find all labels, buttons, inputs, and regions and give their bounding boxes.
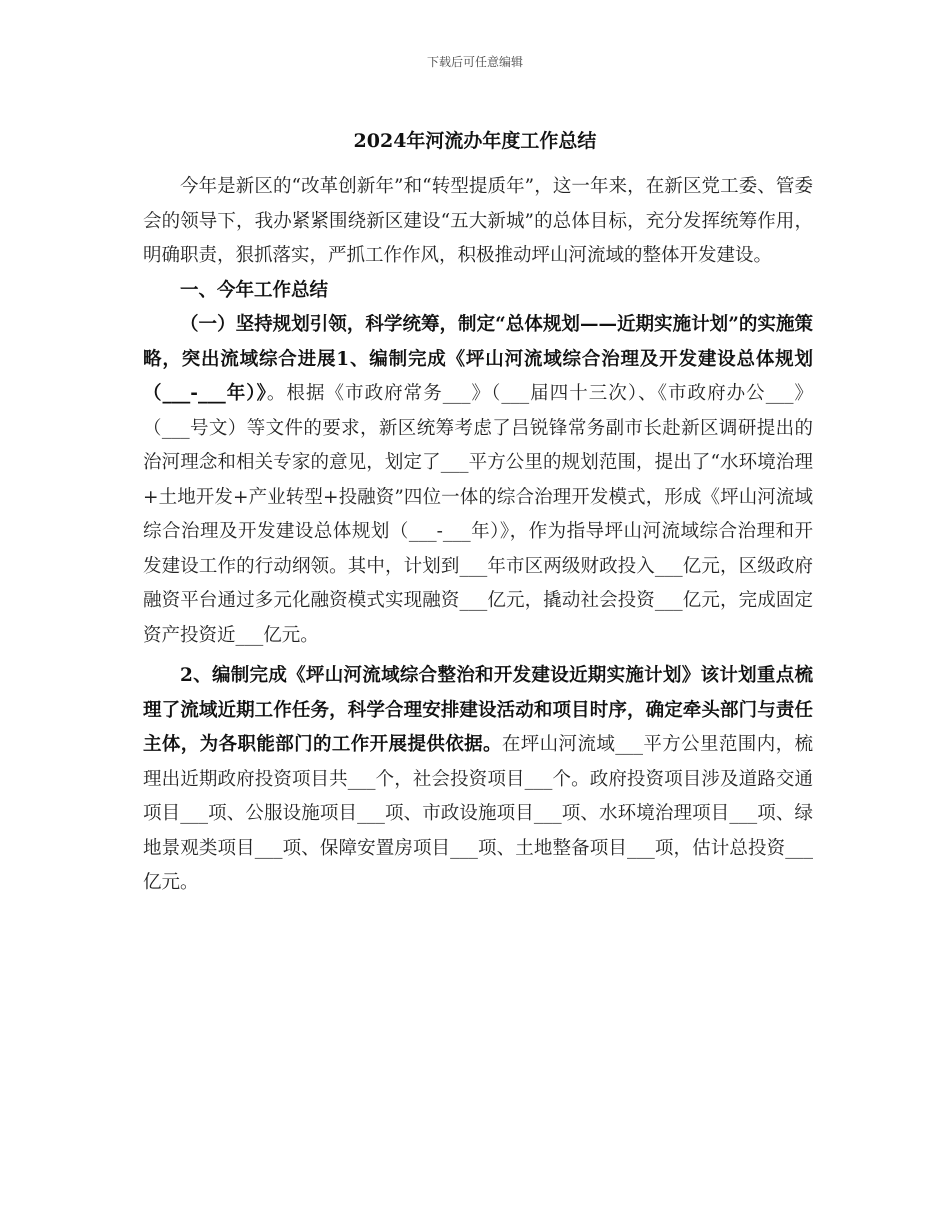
paragraph-1-text: 。根据《市政府常务___》（___届四十三次）、《市政府办公___》（___号文）等文件的要求，新区统筹考虑了吕锐锋常务副市长赴新区调研提出的治河理念和相关专家的意见，划定了___平方公里的规划范围，提出了“水环境治理+土地开发+产业转型+投融资”四位一体的综合治理开发模式，形成《坪山河流域综合治理及开发建设总体规划（___-___年）》，作为指导坪山河流域综合治理和开发建设工作的行动纲领。其中，计划到___年市区两级财政投入___亿元，区级政府融资平台通过多元化融资模式实现融资___亿元，撬动社会投资___亿元，完成固定资产投资近___亿元。 [143,383,813,646]
paragraph-1-bold: （一）坚持规划引领，科学统筹，制定“总体规划——近期实施计划”的实施策略，突出流域综合进展1、编制完成《坪山河流域综合治理及开发建设总体规划（___-___年）》 [143,314,813,404]
paragraph-2 [143,659,813,901]
paragraph-1 [143,308,813,653]
document-body [143,170,813,901]
paragraph-2-bold: 2、编制完成《坪山河流域综合整治和开发建设近期实施计划》该计划重点梳理了流域近期工作任务，科学合理安排建设活动和项目时序，确定牵头部门与责任主体，为各职能部门的工作开展提供依据。 [143,665,813,755]
paragraph-2-text: 在坪山河流域___平方公里范围内，梳理出近期政府投资项目共___个，社会投资项目___个。政府投资项目涉及道路交通项目___项、公服设施项目___项、市政设施项目___项、水环境治理项目___项、绿地景观类项目___项、保障安置房项目___项、土地整备项目___项，估计总投资___亿元。 [143,734,813,893]
section-heading: 一、今年工作总结 [180,279,329,301]
intro-paragraph: 今年是新区的“改革创新年”和“转型提质年”，这一年来，在新区党工委、管委会的领导下，我办紧紧围绕新区建设“五大新城”的总体目标，充分发挥统筹作用，明确职责，狠抓落实，严抓工作作风，积极推动坪山河流域的整体开发建设。 [143,176,813,266]
document-title: 2024年河流办年度工作总结 [353,130,597,152]
page-header: 下载后可任意编辑 [426,55,523,69]
